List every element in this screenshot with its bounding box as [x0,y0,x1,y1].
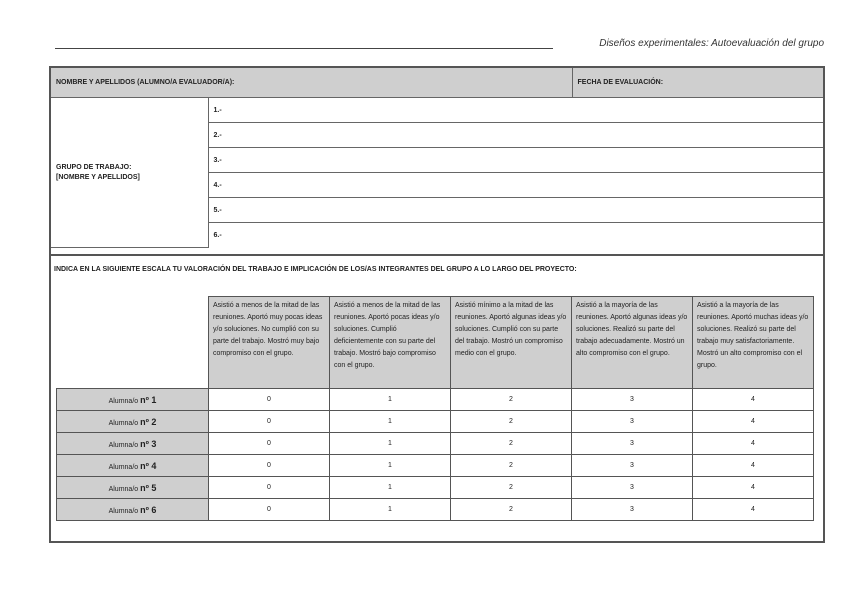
score-option[interactable]: 4 [693,477,814,499]
score-option[interactable]: 1 [330,499,451,521]
student-prefix: Alumna/o [108,419,139,427]
student-prefix: Alumna/o [108,463,139,471]
score-option[interactable]: 3 [572,389,693,411]
identification-table [51,68,823,248]
student-number: nº 4 [140,460,157,471]
score-option[interactable]: 3 [572,499,693,521]
group-label-line1: GRUPO DE TRABAJO: [56,163,132,171]
student-prefix: Alumna/o [108,507,139,515]
descriptor-0: Asistió a menos de la mitad de las reuniones. Aportó muy pocas ideas y/o soluciones. No cumplió con su parte del trabajo. Mostró muy bajo compromiso con el grupo. [209,297,330,389]
student-label-2 [57,411,209,433]
table-row [57,389,814,411]
member-field-5[interactable]: 5.- [208,198,823,223]
student-label-5 [57,477,209,499]
student-number: nº 2 [140,416,157,427]
score-option[interactable]: 3 [572,411,693,433]
score-option[interactable]: 3 [572,455,693,477]
section-divider [51,254,823,256]
member-field-4[interactable]: 4.- [208,173,823,198]
descriptor-3: Asistió a la mayoría de las reuniones. Aportó algunas ideas y/o soluciones. Realizó su parte del trabajo adecuadamente. Mostró un alto compromiso con el grupo. [572,297,693,389]
score-option[interactable]: 2 [451,499,572,521]
score-option[interactable]: 2 [451,455,572,477]
student-prefix: Alumna/o [108,485,139,493]
descriptor-2: Asistió mínimo a la mitad de las reuniones. Aportó algunas ideas y/o soluciones. Cumplió con su parte del trabajo. Mostró un compromiso medio con el grupo. [451,297,572,389]
student-number: nº 1 [140,394,157,405]
student-label-4 [57,455,209,477]
table-row [57,455,814,477]
score-option[interactable]: 4 [693,389,814,411]
table-row [57,433,814,455]
score-option[interactable]: 4 [693,455,814,477]
group-label-line2: [NOMBRE Y APELLIDOS] [56,173,140,181]
descriptor-4: Asistió a la mayoría de las reuniones. Aportó muchas ideas y/o soluciones. Realizó su parte del trabajo muy satisfactoriamente. Mostró un alto compromiso con el grupo. [693,297,814,389]
score-option[interactable]: 0 [209,433,330,455]
score-option[interactable]: 4 [693,433,814,455]
student-label-1 [57,389,209,411]
header-rule [55,48,553,49]
descriptor-1: Asistió a menos de la mitad de las reuniones. Aportó pocas ideas y/o soluciones. Cumplió deficientemente con su parte del trabajo. Mostró bajo compromiso con el grupo. [330,297,451,389]
page-title: Diseños experimentales: Autoevaluación del grupo [599,38,824,49]
student-number: nº 6 [140,504,157,515]
student-number: nº 5 [140,482,157,493]
group-label [51,98,208,248]
score-option[interactable]: 3 [572,477,693,499]
member-field-6[interactable]: 6.- [208,223,823,248]
evaluation-date-label: FECHA DE EVALUACIÓN: [572,68,823,98]
member-field-3[interactable]: 3.- [208,148,823,173]
score-option[interactable]: 1 [330,433,451,455]
evaluation-form [49,66,825,543]
score-option[interactable]: 4 [693,411,814,433]
score-option[interactable]: 1 [330,455,451,477]
score-option[interactable]: 0 [209,499,330,521]
score-option[interactable]: 1 [330,477,451,499]
student-prefix: Alumna/o [108,397,139,405]
score-option[interactable]: 2 [451,411,572,433]
score-option[interactable]: 0 [209,455,330,477]
table-row [57,411,814,433]
member-field-1[interactable]: 1.- [208,98,823,123]
score-option[interactable]: 0 [209,389,330,411]
table-row [57,499,814,521]
member-field-2[interactable]: 2.- [208,123,823,148]
student-prefix: Alumna/o [108,441,139,449]
score-option[interactable]: 1 [330,411,451,433]
score-option[interactable]: 4 [693,499,814,521]
corner-cell [57,297,209,389]
rating-scale-table [56,296,814,521]
student-label-3 [57,433,209,455]
score-option[interactable]: 1 [330,389,451,411]
scale-instruction: INDICA EN LA SIGUIENTE ESCALA TU VALORACIÓN DEL TRABAJO E IMPLICACIÓN DE LOS/AS INTEGRANTES DEL GRUPO A LO LARGO DEL PROYECTO: [54,266,577,273]
student-label-6 [57,499,209,521]
table-row [57,477,814,499]
evaluator-name-label: NOMBRE Y APELLIDOS (ALUMNO/A EVALUADOR/A): [51,68,572,98]
student-number: nº 3 [140,438,157,449]
score-option[interactable]: 0 [209,477,330,499]
score-option[interactable]: 0 [209,411,330,433]
score-option[interactable]: 2 [451,389,572,411]
score-option[interactable]: 2 [451,477,572,499]
score-option[interactable]: 2 [451,433,572,455]
score-option[interactable]: 3 [572,433,693,455]
